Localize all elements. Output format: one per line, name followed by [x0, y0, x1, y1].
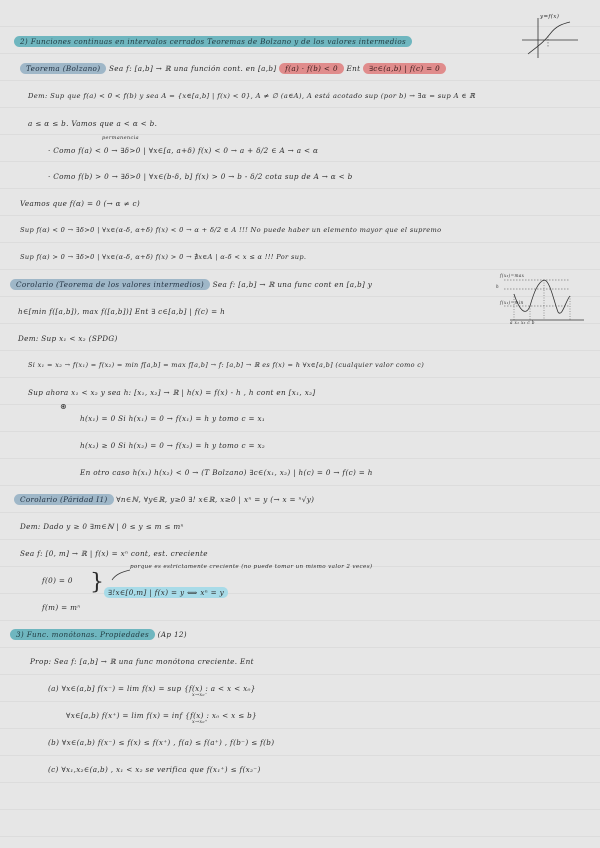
- bolzano-statement: Sea f: [a,b] → ℝ una función cont. en [a,b]: [109, 64, 277, 73]
- dem-line-1: Dem: Sup que f(a) < 0 < f(b) y sea A = {x∈[a,b] | f(x) < 0}, A ≠ ∅ (a∈A), A está acotado sup (por b) → ∃α = sup A ∈ ℝ: [28, 92, 476, 100]
- bolzano-condition: f(a) · f(b) < 0: [279, 63, 344, 74]
- corner-graph-label: y=f(x): [540, 14, 560, 20]
- note-arrow: [110, 568, 132, 582]
- corner-graph-sketch: [518, 16, 580, 60]
- prop-a-1: (a) ∀x∈(a,b] f(x⁻) = lim f(x) = sup {f(x) : a < x < x₀}: [48, 684, 256, 693]
- corolario-2-line-1: Sea f: [0, m] → ℝ | f(x) = xⁿ cont, est. creciente: [20, 549, 208, 558]
- corolario-1-line-1: Si x₁ = x₂ → f(x₁) = f(x₂) = min f[a,b] = max f[a,b] → f: [a,b] → ℝ es f(x) = h ∀x∈[a,b] (cualquier valor como c): [28, 361, 425, 369]
- prop-b: (b) ∀x∈(a,b) f(x⁻) ≤ f(x) ≤ f(x⁺) , f(a) ≤ f(a⁺) , f(b⁻) ≤ f(b): [48, 738, 275, 747]
- prop-a-2: ∀x∈[a,b) f(x⁺) = lim f(x) = inf {f(x) : x₀ < x ≤ b}: [66, 711, 258, 720]
- prop-statement: Prop: Sea f: [a,b] → ℝ una func monótona creciente. Ent: [30, 657, 254, 666]
- corolario-1-line-4: h(x₂) ≥ 0 Si h(x₂) = 0 → f(x₂) = h y tomo c = x₂: [80, 441, 266, 450]
- corolario-2-statement: ∀n∈ℕ, ∀y∈ℝ, y≥0 ∃! x∈ℝ, x≥0 | xⁿ = y (→ x = ⁿ√y): [116, 495, 315, 504]
- curly-brace: }: [90, 570, 105, 595]
- bolzano-tag: Teorema (Bolzano): [20, 63, 106, 74]
- section-3-ref: (Ap 12): [157, 630, 187, 639]
- prop-a-2-sub: x→x₀⁺: [192, 720, 208, 725]
- ivt-graph-fmin-label: f(x₁)=min: [500, 300, 524, 305]
- section-3-title: 3) Func. monótonas. Propiedades: [10, 629, 155, 640]
- dem-line-3: · Como f(a) < 0 → ∃δ>0 | ∀x∈[a, a+δ) f(x) < 0 → a + δ/2 ∈ A → a < α: [48, 146, 319, 155]
- corolario-1-line-5: En otro caso h(x₁) h(x₂) < 0 → (T Bolzano) ∃c∈(x₁, x₂) | h(c) = 0 → f(c) = h: [80, 468, 373, 477]
- corolario-1-statement-1: Sea f: [a,b] → ℝ una func cont en [a,b] y: [212, 280, 373, 289]
- ivt-graph-h-label: h: [496, 284, 500, 289]
- corolario-1-tag: Corolario (Teorema de los valores intermedios): [10, 279, 210, 290]
- dem-line-4: · Como f(b) > 0 → ∃δ>0 | ∀x∈(b-δ, b] f(x) > 0 → b - δ/2 cota sup de A → α < b: [48, 172, 353, 181]
- dem-line-6: Sup f(α) < 0 → ∃δ>0 | ∀x∈(α-δ, α+δ) f(x) < 0 → α + δ/2 ∈ A !!! No puede haber un elemento mayor que el supremo: [20, 226, 442, 234]
- corolario-2-note: porque es estrictamente creciente (no puede tomar un mismo valor 2 veces): [130, 564, 373, 570]
- bolzano-line: [20, 64, 446, 73]
- dem-line-7: Sup f(α) > 0 → ∃δ>0 | ∀x∈(α-δ, α+δ) f(x) > 0 → ∄x∈A | α-δ < x ≤ α !!! Por sup.: [20, 253, 307, 261]
- bolzano-ent: Ent: [346, 64, 361, 73]
- corolario-2-fm: f(m) = mⁿ: [42, 603, 81, 612]
- corolario-2-line: [14, 495, 314, 504]
- corolario-2-conclusion: ∃!x∈[0,m] | f(x) = y ⟺ xⁿ = y: [104, 588, 228, 597]
- corolario-1-line-2: Sup ahora x₁ < x₂ y sea h: [x₁, x₂] → ℝ | h(x) = f(x) - h , h cont en [x₁, x₂]: [28, 388, 316, 397]
- section-2-title: 2) Funciones continuas en intervalos cerrados Teoremas de Bolzano y de los valores intermedios: [14, 37, 412, 46]
- corolario-2-dem: Dem: Dado y ≥ 0 ∃m∈ℕ | 0 ≤ y ≤ m ≤ mⁿ: [20, 522, 184, 531]
- prop-a-1-sub: x→x₀⁻: [192, 693, 208, 698]
- ivt-graph-x-labels: a x₁ x₂ c b: [510, 320, 535, 325]
- star-mark: ⊛: [60, 402, 68, 411]
- section-3-line: [10, 630, 187, 639]
- bolzano-conclusion: ∃c∈(a,b) | f(c) = 0: [363, 63, 446, 74]
- corolario-2-tag: Corolario (Páridad I1): [14, 494, 114, 505]
- dem-line-5: Veamos que f(α) = 0 (→ α ≠ c): [20, 199, 141, 208]
- corolario-1-statement-2: h∈[min f([a,b]), max f([a,b])] Ent ∃ c∈[a,b] | f(c) = h: [18, 307, 226, 316]
- corolario-1-line: [10, 280, 372, 289]
- permanencia-note: permanencia: [102, 135, 139, 141]
- corolario-1-line-3: h(x₁) = 0 Si h(x₁) = 0 → f(x₁) = h y tomo c = x₁: [80, 414, 266, 423]
- corolario-1-dem: Dem: Sup x₁ < x₂ (SPDG): [18, 334, 118, 343]
- prop-c: (c) ∀x₁,x₂∈(a,b) , x₁ < x₂ se verifica que f(x₁⁺) ≤ f(x₂⁻): [48, 765, 261, 774]
- ivt-graph-fmax-label: f(x₂)=max: [500, 273, 525, 278]
- dem-line-2: a ≤ α ≤ b. Vamos que a < α < b.: [28, 119, 158, 128]
- corolario-2-f0: f(0) = 0: [42, 576, 73, 585]
